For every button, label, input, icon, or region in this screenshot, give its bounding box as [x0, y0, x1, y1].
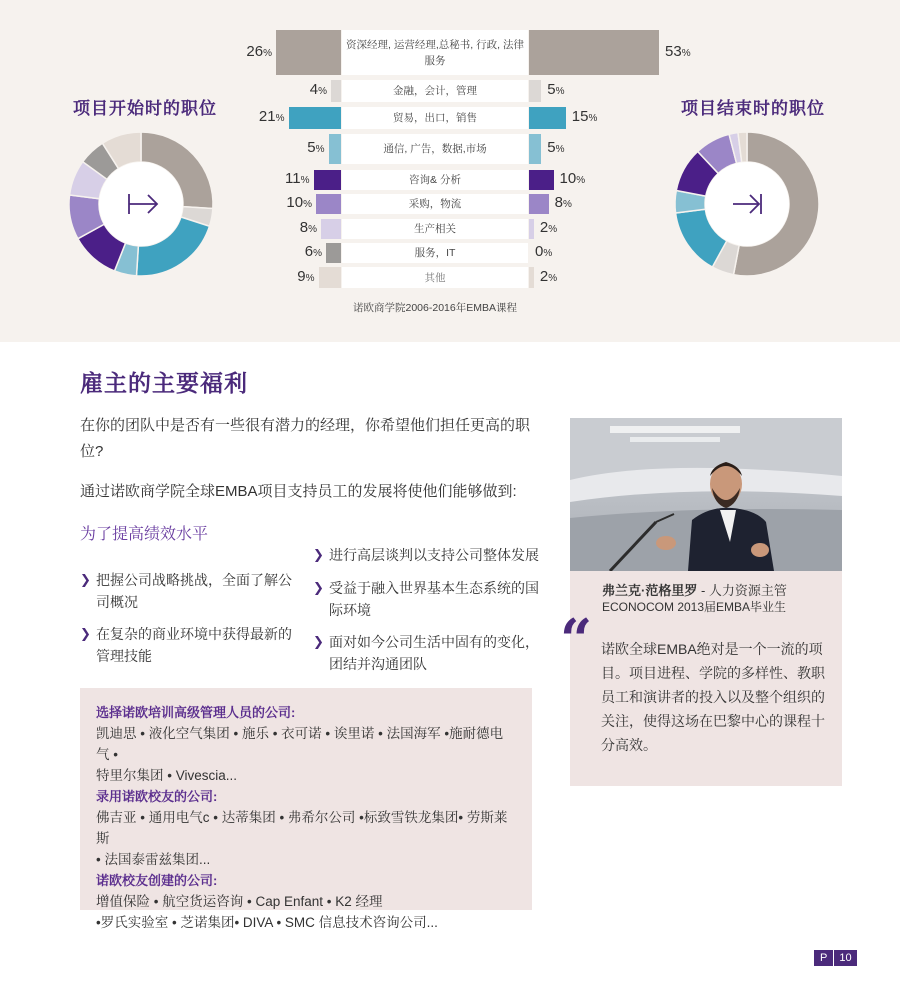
speaker-org: ECONOCOM 2013届EMBA毕业生 — [602, 600, 787, 614]
start-percent-label: 21% — [258, 108, 285, 125]
start-percent-label: 10% — [286, 194, 312, 211]
end-position-donut — [673, 130, 821, 278]
quote-text: 诺欧全球EMBA绝对是一个一流的项目。项目进程、学院的多样性、教职员工和演讲者的投入以及整个组织的关注，使得这场在巴黎中心的课程十分高效。 — [601, 641, 825, 753]
start-bar — [321, 219, 341, 239]
performance-subhead: 为了提高绩效水平 — [80, 526, 209, 543]
bullet-text: 在复杂的商业环境中获得最新的管理技能 — [96, 626, 292, 664]
companies-heading: 诺欧校友创建的公司: — [96, 873, 218, 888]
category-label: 通信, 广告，数据,市场 — [342, 134, 528, 164]
end-percent-label: 5% — [547, 139, 565, 156]
companies-list: 增值保险 • 航空货运咨询 • Cap Enfant • K2 经理 — [96, 894, 383, 909]
start-bar — [329, 134, 342, 164]
start-bar — [314, 170, 342, 190]
start-position-donut — [67, 130, 215, 278]
chart-band — [0, 0, 900, 342]
end-bar — [529, 267, 534, 288]
bullet-item — [313, 544, 545, 566]
speaker-name — [602, 580, 787, 599]
companies-list: 佛吉亚 • 通用电气c • 达蒂集团 • 弗希尔公司 •标致雪铁龙集团• 劳斯莱斯 — [96, 810, 508, 846]
companies-heading: 录用诺欧校友的公司: — [96, 789, 218, 804]
speaker-role: - 人力资源主管 — [697, 583, 787, 598]
start-percent-label: 5% — [307, 139, 325, 156]
start-bar — [276, 30, 341, 75]
bullet-item — [313, 631, 545, 675]
category-label: 贸易，出口，销售 — [342, 107, 528, 129]
end-percent-label: 5% — [547, 81, 565, 98]
companies-list: 凯迪思 • 液化空气集团 • 施乐 • 衣可诺 • 诶里诺 • 法国海军 •施耐德电气 • — [96, 726, 504, 762]
chevron-right-icon: ❯ — [313, 547, 324, 562]
end-percent-label: 53% — [665, 42, 691, 60]
start-percent-label: 4% — [309, 81, 327, 98]
end-bar — [529, 170, 554, 190]
chevron-right-icon: ❯ — [313, 634, 324, 649]
companies-list: •罗氏实验室 • 芝诺集团• DIVA • SMC 信息技术咨询公司... — [96, 915, 438, 930]
right-chart-title: 项目结束时的职位 — [681, 99, 825, 118]
end-bar — [529, 30, 659, 75]
category-label: 金融，会计，管理 — [342, 80, 528, 102]
end-percent-label: 8% — [554, 194, 572, 211]
category-label: 其他 — [342, 267, 528, 288]
category-label: 咨询& 分析 — [342, 170, 528, 190]
start-percent-label: 11% — [285, 170, 310, 187]
start-percent-label: 8% — [299, 219, 317, 236]
start-bar — [289, 107, 342, 129]
page-letter: P — [814, 950, 833, 966]
chevron-right-icon: ❯ — [80, 572, 91, 587]
category-label: 生产相关 — [342, 219, 528, 239]
speaker-illustration — [570, 418, 842, 571]
chart-source: 诺欧商学院2006-2016年EMBA课程 — [353, 302, 517, 314]
category-label: 资深经理, 运营经理,总秘书, 行政, 法律服务 — [342, 30, 528, 75]
end-percent-label: 0% — [535, 243, 553, 260]
end-bar — [529, 194, 549, 214]
page-number-value: 10 — [834, 950, 856, 966]
end-percent-label: 15% — [571, 108, 598, 125]
left-chart-title: 项目开始时的职位 — [73, 99, 217, 118]
chevron-right-icon: ❯ — [313, 580, 324, 595]
start-bar — [319, 267, 342, 288]
end-bar — [529, 219, 534, 239]
end-bar — [529, 134, 541, 164]
start-percent-label: 9% — [297, 267, 315, 285]
bullet-text: 面对如今公司生活中固有的变化，团结并沟通团队 — [329, 634, 539, 672]
companies-list: 特里尔集团 • Vivescia... — [96, 768, 238, 783]
intro-paragraph: 在你的团队中是否有一些很有潜力的经理，你希望他们担任更高的职位? — [80, 417, 531, 460]
bullet-text: 把握公司战略挑战，全面了解公司概况 — [96, 572, 292, 610]
bullet-item — [313, 577, 545, 621]
category-label: 服务，IT — [342, 243, 528, 263]
start-bar — [316, 194, 341, 214]
bullet-text: 进行高层谈判以支持公司整体发展 — [329, 547, 539, 563]
page-number — [814, 950, 857, 966]
start-percent-label: 26% — [246, 42, 272, 60]
companies-heading: 选择诺欧培训高级管理人员的公司: — [96, 705, 296, 720]
speaker-photo — [570, 418, 842, 571]
speaker-name-bold: 弗兰克·范格里罗 — [602, 583, 698, 598]
category-label: 采购，物流 — [342, 194, 528, 214]
start-percent-label: 6% — [304, 243, 322, 260]
end-percent-label: 10% — [559, 170, 586, 187]
section-title: 雇主的主要福利 — [80, 370, 248, 396]
chevron-right-icon: ❯ — [80, 626, 91, 641]
bullet-item — [80, 569, 295, 613]
quote-mark-icon: “ — [560, 607, 593, 673]
bullet-text: 受益于融入世界基本生态系统的国际环境 — [329, 580, 539, 618]
end-bar — [529, 80, 541, 102]
end-percent-label: 2% — [539, 219, 558, 236]
start-bar — [326, 243, 341, 263]
support-paragraph: 通过诺欧商学院全球EMBA项目支持员工的发展将使他们能够做到: — [80, 483, 517, 500]
bullet-item — [80, 623, 295, 667]
companies-box — [80, 688, 532, 930]
end-percent-label: 2% — [539, 267, 558, 285]
end-bar — [529, 107, 566, 129]
companies-list: • 法国泰雷兹集团... — [96, 852, 211, 867]
start-bar — [331, 80, 341, 102]
